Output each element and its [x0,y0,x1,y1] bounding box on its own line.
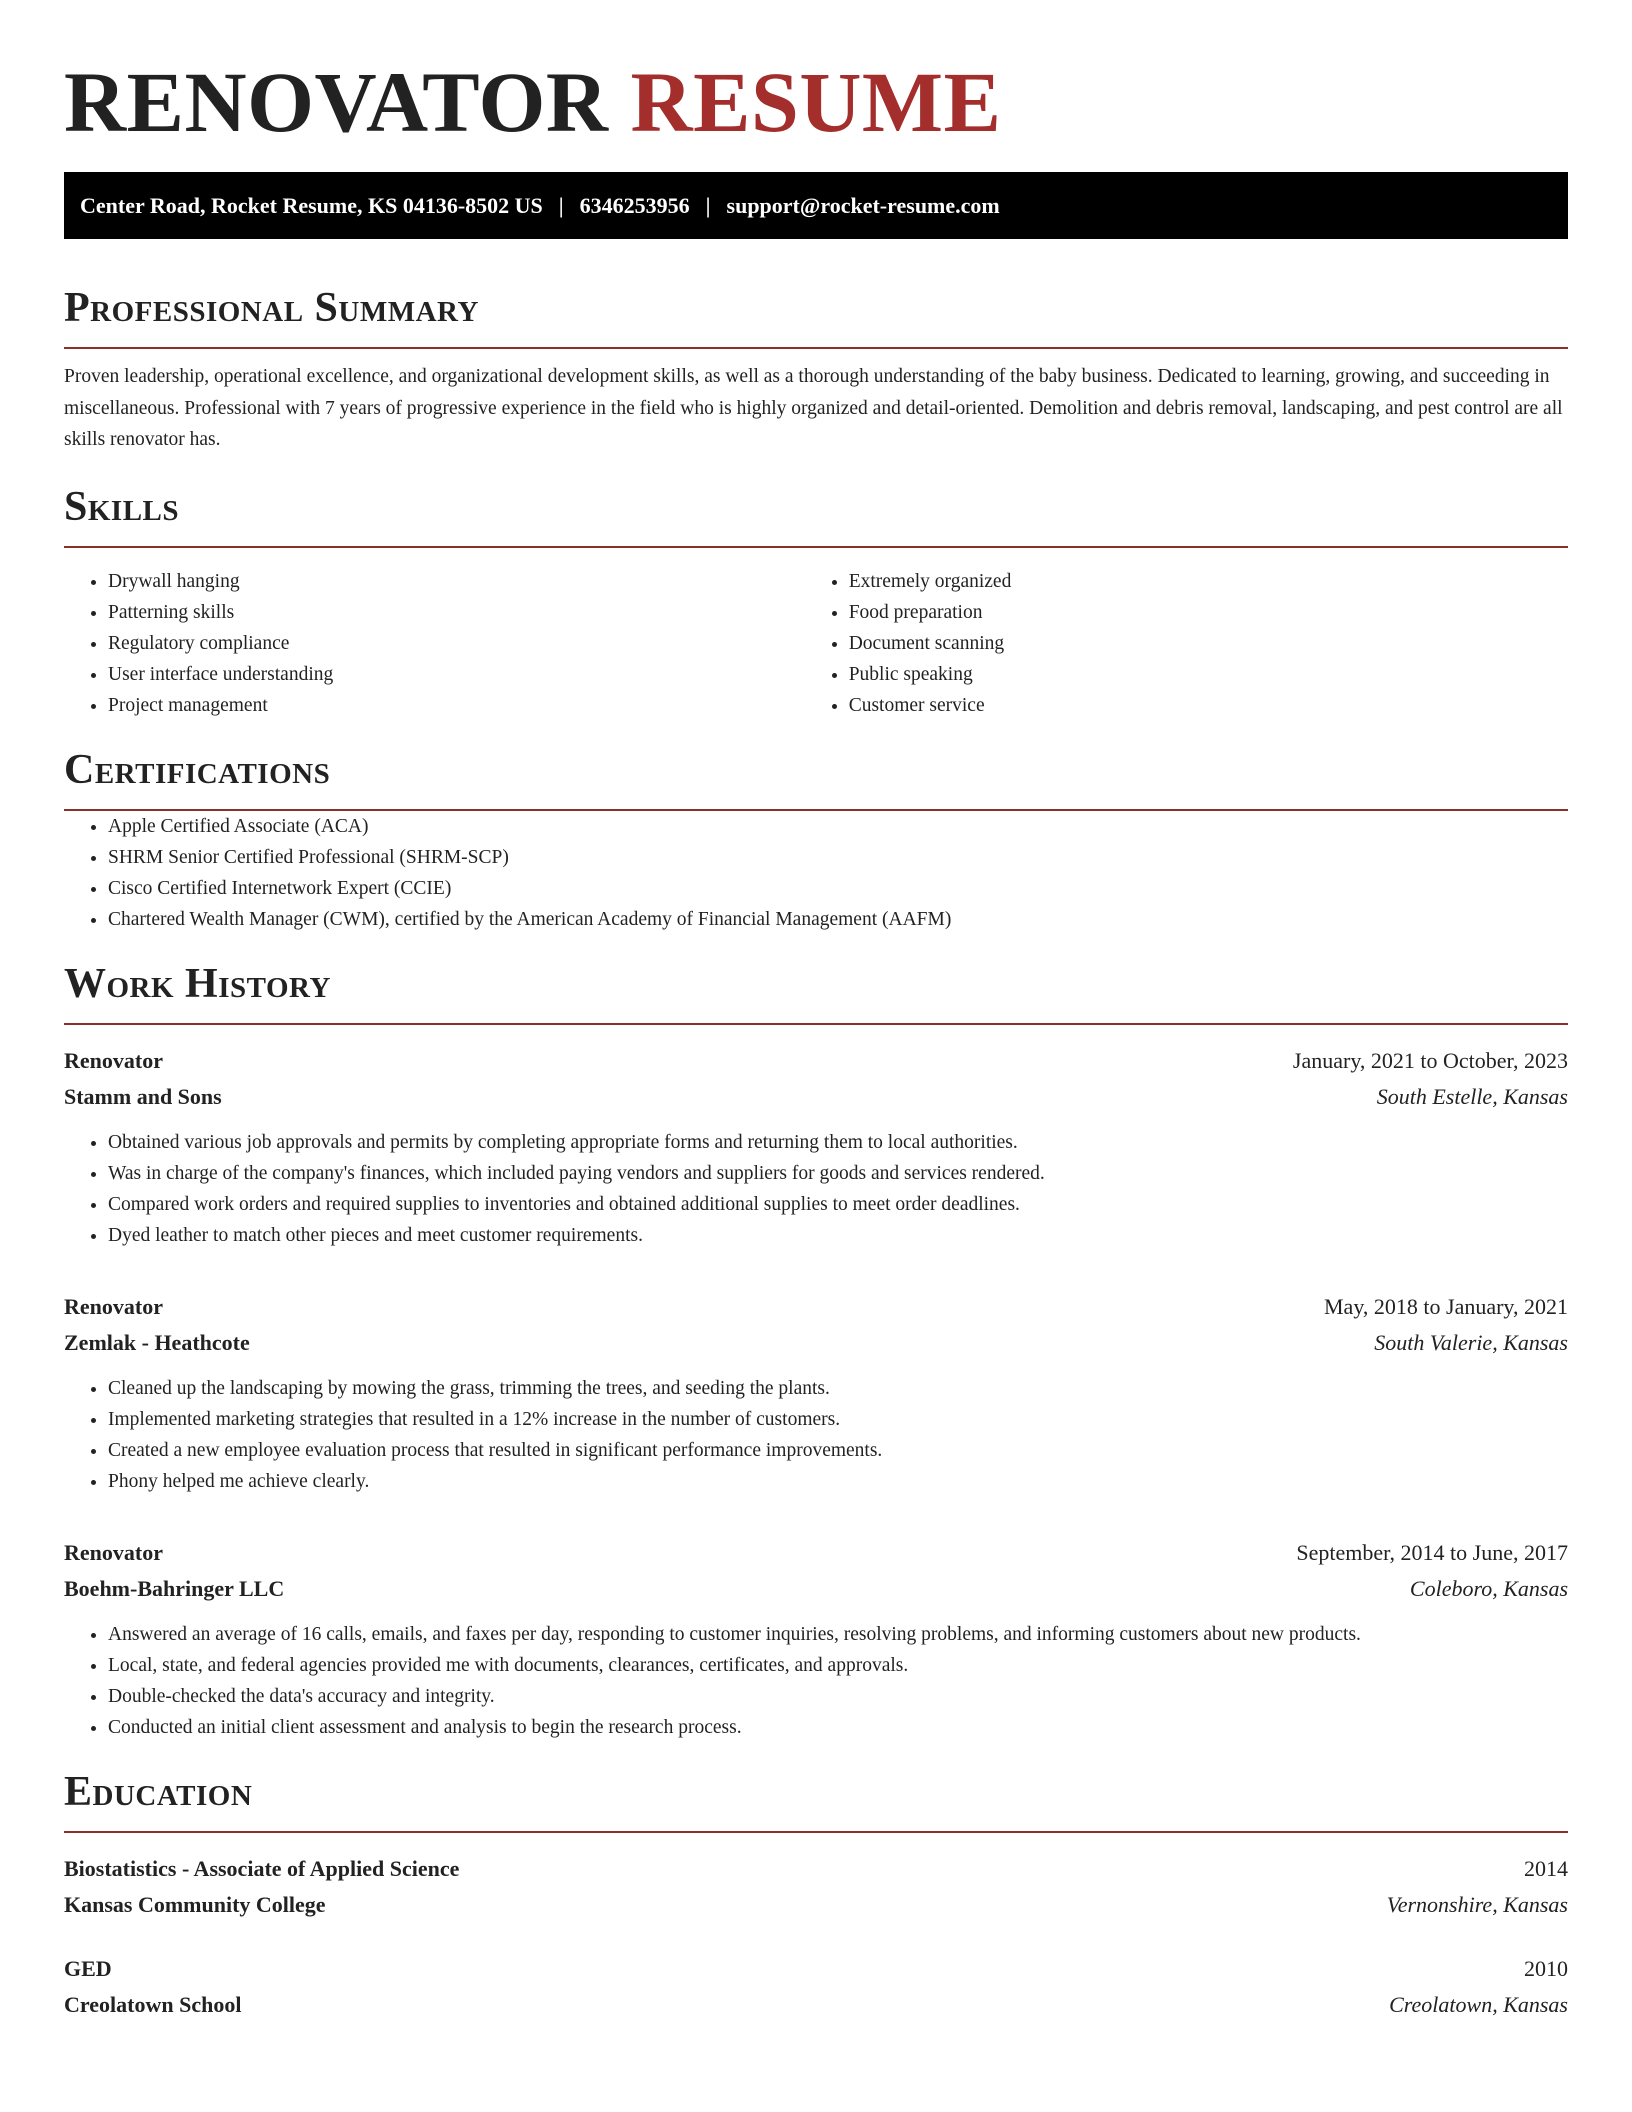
work-history-section [64,959,1568,1743]
job-bullet: • Cleaned up the landscaping by mowing the grass, trimming the trees, and seeding the plants. [108,1373,1568,1404]
job-entry [64,1289,1568,1497]
skill-item: • Document scanning [849,628,1568,659]
certifications-list [64,811,1568,935]
skill-item: • Patterning skills [108,597,805,628]
contact-email[interactable]: support@rocket-resume.com [726,192,1000,218]
education-degree-row [64,1951,1568,1987]
job-company: Zemlak - Heathcote [64,1329,250,1355]
education-degree-row [64,1851,1568,1887]
skills-list-left [64,566,805,721]
job-bullet: • Answered an average of 16 calls, emails, and faxes per day, responding to customer inquiries, resolving problems, and informing customers about new products. [108,1619,1568,1650]
job-bullet: • Was in charge of the company's finances, which included paying vendors and suppliers for goods and services rendered. [108,1158,1568,1189]
resume-page [64,52,1568,2023]
job-company: Boehm-Bahringer LLC [64,1575,285,1601]
job-dates: January, 2021 to October, 2023 [1292,1047,1568,1073]
section-heading: Skills [64,482,1568,548]
job-location: South Estelle, Kansas [1376,1083,1568,1109]
skills-list-right [805,566,1568,721]
job-bullet: • Compared work orders and required supplies to inventories and obtained additional supplies to meet order deadlines. [108,1189,1568,1220]
certifications-section [64,745,1568,935]
job-dates: May, 2018 to January, 2021 [1324,1293,1568,1319]
job-bullet: • Obtained various job approvals and permits by completing appropriate forms and returning them to local authorities. [108,1127,1568,1158]
education-entry [64,1951,1568,2023]
job-entry [64,1043,1568,1251]
job-bullet: • Phony helped me achieve clearly. [108,1466,1568,1497]
job-role: Renovator [64,1293,163,1319]
education-school: Kansas Community College [64,1891,326,1917]
job-location: South Valerie, Kansas [1374,1329,1568,1355]
professional-summary-section [64,283,1568,456]
skills-grid [64,566,1568,721]
education-year: 2014 [1524,1855,1568,1881]
skill-item: • Extremely organized [849,566,1568,597]
job-role: Renovator [64,1539,163,1565]
title-second-word: RESUME [630,54,1002,150]
skill-item: • Regulatory compliance [108,628,805,659]
section-heading: Education [64,1767,1568,1833]
section-heading: Work History [64,959,1568,1025]
education-entry [64,1851,1568,1923]
job-header-row [64,1535,1568,1571]
summary-paragraph: Proven leadership, operational excellence, and organizational development skills, as well as a thorough understanding of the baby business. Dedicated to learning, growing, and succeeding in miscellaneous. Professional with 7 years of progressive experience in the field who is highly organized and detail-oriented. Demolition and debris removal, landscaping, and pest control are all skills renovator has. [64,366,1563,450]
job-location: Coleboro, Kansas [1409,1575,1568,1601]
education-location: Creolatown, Kansas [1389,1991,1568,2017]
job-role: Renovator [64,1047,163,1073]
job-bullets [64,1619,1568,1743]
job-company-row [64,1079,1568,1115]
job-company-row [64,1325,1568,1361]
job-bullet: • Local, state, and federal agencies provided me with documents, clearances, certificates, and approvals. [108,1650,1568,1681]
contact-phone: 6346253956 [579,192,690,218]
section-heading: Professional Summary [64,283,1568,349]
skill-item: • Drywall hanging [108,566,805,597]
job-dates: September, 2014 to June, 2017 [1296,1539,1568,1565]
job-bullet: • Created a new employee evaluation process that resulted in significant performance improvements. [108,1435,1568,1466]
job-header-row [64,1043,1568,1079]
skill-item: • Customer service [849,690,1568,721]
title-first-word: RENOVATOR [64,54,609,150]
education-year: 2010 [1524,1955,1568,1981]
contact-separator: | [705,192,711,218]
education-degree: GED [64,1955,112,1981]
education-school: Creolatown School [64,1991,242,2017]
education-section [64,1767,1568,2023]
job-header-row [64,1289,1568,1325]
skill-item: • Public speaking [849,659,1568,690]
resume-title [64,52,1568,152]
education-location: Vernonshire, Kansas [1386,1891,1568,1917]
skill-item: • User interface understanding [108,659,805,690]
skill-item: • Project management [108,690,805,721]
section-heading: Certifications [64,745,1568,811]
job-bullet: • Conducted an initial client assessment and analysis to begin the research process. [108,1712,1568,1743]
contact-separator: | [558,192,564,218]
certification-item: • SHRM Senior Certified Professional (SHRM-SCP) [108,842,1568,873]
certification-item: • Chartered Wealth Manager (CWM), certified by the American Academy of Financial Management (AAFM) [108,904,1568,935]
job-bullet: • Double-checked the data's accuracy and integrity. [108,1681,1568,1712]
contact-address: Center Road, Rocket Resume, KS 04136-8502 US [80,192,543,218]
job-entry [64,1535,1568,1743]
job-bullets [64,1127,1568,1251]
certification-item: • Cisco Certified Internetwork Expert (CCIE) [108,873,1568,904]
skills-section [64,482,1568,721]
contact-bar [64,172,1568,239]
job-bullets [64,1373,1568,1497]
education-school-row [64,1987,1568,2023]
education-degree: Biostatistics - Associate of Applied Science [64,1855,460,1881]
job-bullet: • Dyed leather to match other pieces and meet customer requirements. [108,1220,1568,1251]
education-school-row [64,1887,1568,1923]
certification-item: • Apple Certified Associate (ACA) [108,811,1568,842]
job-company-row [64,1571,1568,1607]
job-company: Stamm and Sons [64,1083,222,1109]
skill-item: • Food preparation [849,597,1568,628]
job-bullet: • Implemented marketing strategies that resulted in a 12% increase in the number of customers. [108,1404,1568,1435]
